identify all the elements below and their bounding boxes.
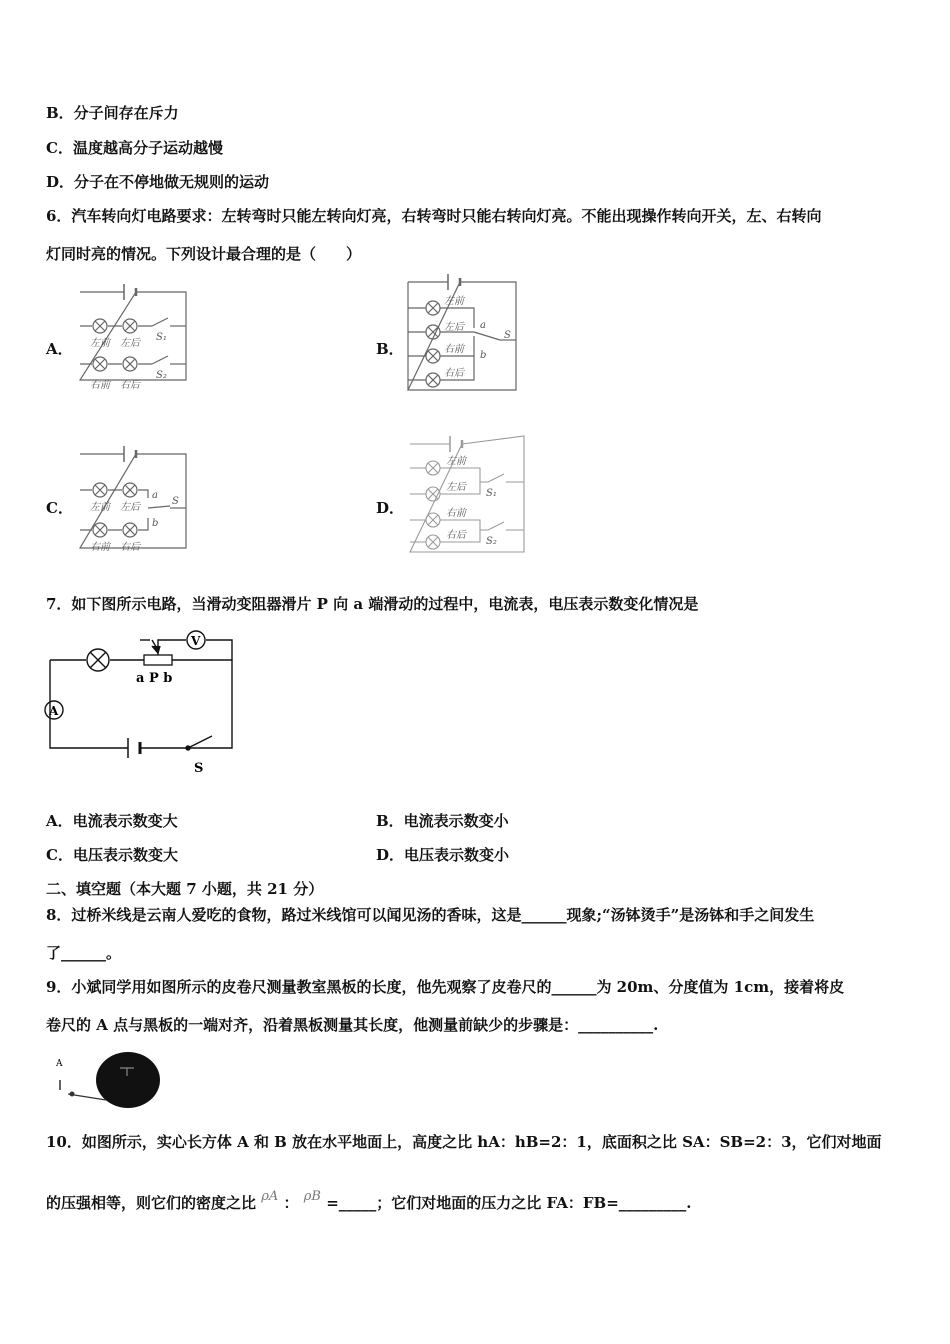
ammeter-label: A xyxy=(49,704,59,718)
lamp-label-right-rear: 右后 xyxy=(444,368,464,379)
q5-option-b: B．分子间存在斥力 xyxy=(46,104,179,122)
switch-label-s: S xyxy=(504,330,511,341)
q7-circuit xyxy=(40,622,250,782)
q10-line1-text: 10．如图所示，实心长方体 A 和 B 放在水平地面上，高度之比 hA：hB=2：1，底面积之比 SA：SB=2：3，它们对地面 xyxy=(46,1133,882,1151)
switch-label-s: S xyxy=(172,496,179,507)
switch-label-s1: S₁ xyxy=(486,488,497,499)
slider-labels: a P b xyxy=(136,671,173,686)
section-heading: 二、填空题（本大题 7 小题，共 21 分） xyxy=(46,880,324,898)
voltmeter-label: V xyxy=(191,634,201,648)
switch-label-a: a xyxy=(480,320,486,331)
q7-stem: 7．如下图所示电路，当滑动变阻器滑片 P 向 a 端滑动的过程中，电流表，电压表示数变化情况是 xyxy=(46,595,699,613)
q6-option-a-label: A． xyxy=(46,340,73,358)
lamp-label-right-rear: 右后 xyxy=(120,380,140,391)
rho-b: ρB xyxy=(303,1189,321,1204)
lamp-label-right-front: 右前 xyxy=(90,542,110,553)
q6-circuit-c xyxy=(76,440,194,558)
q9-line2: 卷尺的 A 点与黑板的一端对齐，沿着黑板测量其长度，他测量前缺少的步骤是：__________. xyxy=(46,1016,659,1034)
q6-stem-line1: 6．汽车转向灯电路要求：左转弯时只能左转向灯亮，右转弯时只能右转向灯亮。不能出现操作转向开关，左、右转向 xyxy=(46,207,822,225)
q10-line1 xyxy=(46,1131,882,1152)
lamp-label-right-front: 右前 xyxy=(444,344,464,355)
lamp-label-left-front: 左前 xyxy=(446,456,466,467)
q6-circuit-b xyxy=(404,272,522,396)
lamp-label-right-rear: 右后 xyxy=(120,542,140,553)
lamp-label-left-rear: 左后 xyxy=(446,482,466,493)
switch-label-b: b xyxy=(480,350,487,361)
q10-line2-start: 的压强相等，则它们的密度之比 xyxy=(46,1194,257,1212)
rho-a: ρA xyxy=(261,1189,279,1204)
q6-circuit-d xyxy=(406,430,530,558)
switch-label: S xyxy=(194,761,204,776)
q5-option-c: C．温度越高分子运动越慢 xyxy=(46,139,223,157)
lamp-label-left-rear: 左后 xyxy=(120,338,140,349)
q8-line2: 了______。 xyxy=(46,944,122,962)
lamp-label-right-rear: 右后 xyxy=(446,530,466,541)
q10-line2 xyxy=(46,1189,692,1213)
switch-label-a: a xyxy=(152,490,158,501)
q9-tape-measure-figure xyxy=(46,1050,166,1110)
lamp-label-left-rear: 左后 xyxy=(120,502,140,513)
q6-option-c-label: C． xyxy=(46,499,73,517)
tape-point-label: A xyxy=(56,1059,63,1069)
q7-option-c: C．电压表示数变大 xyxy=(46,846,178,864)
switch-label-s2: S₂ xyxy=(486,536,497,547)
q6-stem-line2: 灯同时亮的情况。下列设计最合理的是（ ） xyxy=(46,245,362,263)
q6-option-b-label: B． xyxy=(376,340,404,358)
lamp-label-right-front: 右前 xyxy=(446,508,466,519)
ratio-colon: ： xyxy=(283,1194,299,1212)
q9-line1: 9．小斌同学用如图所示的皮卷尺测量教室黑板的长度，他先观察了皮卷尺的______为 20m、分度值为 1cm，接着将皮 xyxy=(46,978,845,996)
lamp-label-left-rear: 左后 xyxy=(444,322,464,333)
q7-option-d: D．电压表示数变小 xyxy=(376,846,510,864)
q7-option-b: B．电流表示数变小 xyxy=(376,812,509,830)
lamp-label-right-front: 右前 xyxy=(90,380,110,391)
q7-option-a: A．电流表示数变大 xyxy=(46,812,178,830)
switch-label-s2: S₂ xyxy=(156,370,167,381)
q6-option-d-label: D． xyxy=(376,499,405,517)
q8-line1: 8．过桥米线是云南人爱吃的食物，路过米线馆可以闻见汤的香味，这是______现象;“汤钵烫手”是汤钵和手之间发生 xyxy=(46,906,815,924)
lamp-label-left-front: 左前 xyxy=(444,296,464,307)
switch-label-b: b xyxy=(152,518,159,529)
lamp-label-left-front: 左前 xyxy=(90,502,110,513)
q5-option-d: D．分子在不停地做无规则的运动 xyxy=(46,173,270,191)
q10-line2-end: =_____；它们对地面的压力之比 FA：FB=_________. xyxy=(326,1194,692,1212)
lamp-label-left-front: 左前 xyxy=(90,338,110,349)
switch-label-s1: S₁ xyxy=(156,332,167,343)
q6-circuit-a xyxy=(76,278,194,398)
